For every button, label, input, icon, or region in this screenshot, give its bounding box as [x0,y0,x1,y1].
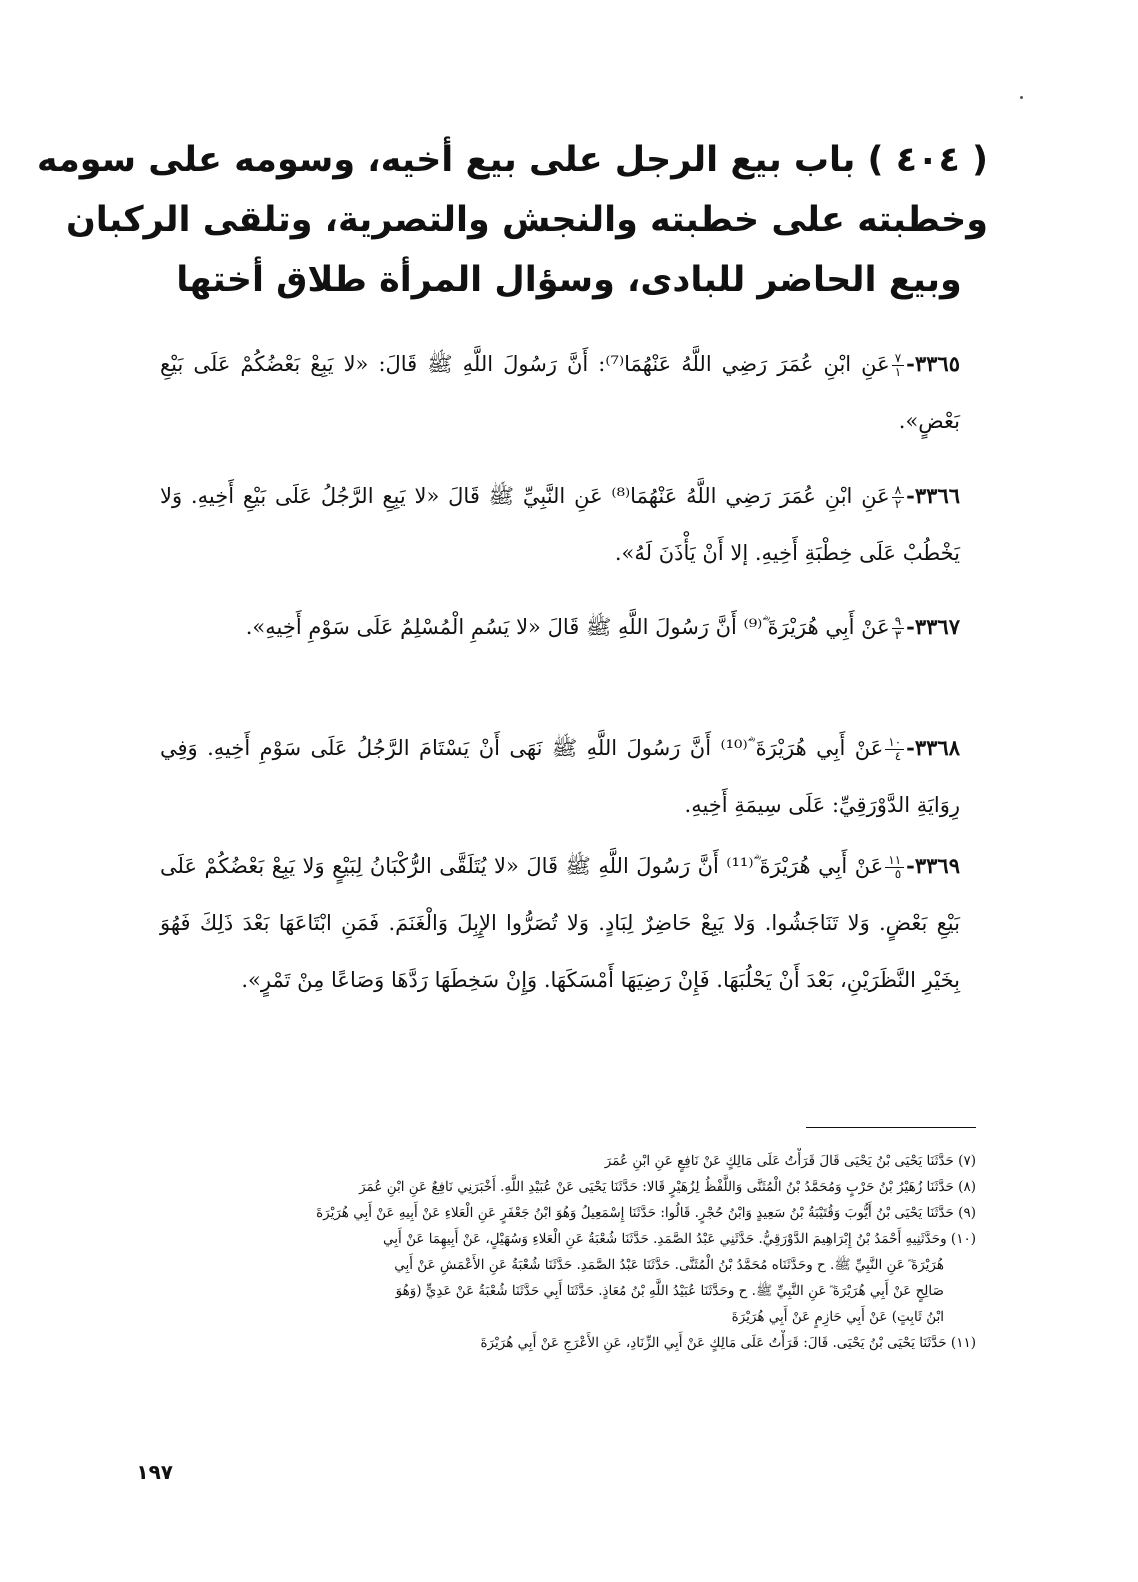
footnote-separator [806,1127,976,1128]
hadith-number: ٣٣٦٧- [906,614,960,639]
hadith-number: ٣٣٦٥- [906,351,960,376]
hadith-3367 [160,598,960,656]
chapter-title [36,130,988,310]
speck [1020,96,1023,99]
hadith-3365 [160,335,960,450]
fraction-bottom: ١ [894,365,902,379]
fraction-bottom: ٤ [894,749,902,763]
fraction-bottom: ٣ [894,628,902,642]
cross-reference-fraction [885,736,904,763]
fraction-top: ٧ [892,352,904,366]
footnote-10-continued: صَالِحٍ عَنْ أَبِي هُرَيْرَةَ ؓ عَنِ النَّبِيِّ ﷺ. ح وحَدَّثَنَا عُبَيْدُ اللَّهِ بْنُ مُعَاذٍ. حَدَّثَنَا أَبِي حَدَّثَنَا شُعْبَةُ عَنْ عَدِيٍّ (وَهُوَ [395,1283,944,1299]
hadith-text: عَنْ أَبِي هُرَيْرَةَ ؓ⁽¹¹⁾ أَنَّ رَسُولَ اللَّهِ ﷺ قَالَ «لا يُتَلَقَّى الرُّكْبَانُ لِبَيْعٍ وَلا يَبِعْ بَعْضُكُمْ عَلَى بَيْعِ بَعْضٍ. وَلا تَنَاجَشُوا. وَلا يَبِعْ حَاضِرٌ لِبَادٍ. وَلا تُصَرُّوا الإِبِلَ وَالْغَنَمَ. فَمَنِ ابْتَاعَهَا بَعْدَ ذَلِكَ فَهُوَ بِخَيْرِ النَّظَرَيْنِ، بَعْدَ أَنْ يَحْلُبَهَا. فَإِنْ رَضِيَهَا أَمْسَكَهَا. وَإِنْ سَخِطَهَا رَدَّهَا وَصَاعًا مِنْ تَمْرٍ». [160,854,960,992]
chapter-title-line: ( ٤٠٤ ) باب بيع الرجل على بيع أخيه، وسومه على سومه [36,140,988,180]
hadith-3366 [160,467,960,582]
chapter-title-line: وخطبته على خطبته والنجش والتصرية، وتلقى الركبان [65,200,988,240]
cross-reference-fraction [892,484,904,511]
fraction-top: ١١ [885,854,904,868]
fraction-top: ٨ [892,484,904,498]
footnote-9: (٩) حَدَّثَنَا يَحْيَى بْنُ أَيُّوبَ وَقُتَيْبَةُ بْنُ سَعِيدٍ وَابْنُ حُجْرٍ. قَالُوا: حَدَّثَنَا إِسْمَعِيلُ وَهُوَ ابْنُ جَعْفَرٍ عَنِ الْعَلاءِ عَنْ أَبِيهِ عَنْ أَبِي هُرَيْرَةَ [316,1205,976,1221]
hadith-number: ٣٣٦٦- [906,483,961,508]
footnote-7: (٧) حَدَّثَنَا يَحْيَى بْنُ يَحْيَى قَالَ قَرَأْتُ عَلَى مَالِكٍ عَنْ نَافِعٍ عَنِ ابْنِ عُمَرَ [604,1153,976,1169]
fraction-bottom: ٥ [894,867,902,881]
hadith-text: عَنْ أَبِي هُرَيْرَةَ ؓ⁽¹⁰⁾ أَنَّ رَسُولَ اللَّهِ ﷺ نَهَى أَنْ يَسْتَامَ الرَّجُلُ عَلَى سَوْمِ أَخِيهِ. وَفِي رِوَايَةِ الدَّوْرَقِيِّ: عَلَى سِيمَةِ أَخِيهِ. [160,736,960,817]
cross-reference-fraction [892,615,904,642]
hadith-text: عَنْ أَبِي هُرَيْرَةَ ؓ⁽⁹⁾ أَنَّ رَسُولَ اللَّهِ ﷺ قَالَ «لا يَسُمِ الْمُسْلِمُ عَلَى سَوْمِ أَخِيهِ». [245,615,890,639]
cross-reference-fraction [885,854,904,881]
fraction-bottom: ٢ [894,497,902,511]
footnote-10: (١٠) وحَدَّثَنِيهِ أَحْمَدُ بْنُ إِبْرَاهِيمَ الدَّوْرَقِيُّ. حَدَّثَنِي عَبْدُ الصَّمَدِ. حَدَّثَنَا شُعْبَةُ عَنِ الْعَلاءِ وَسُهَيْلٍ، عَنْ أَبِيهِمَا عَنْ أَبِي [383,1231,976,1247]
footnote-10-continued: ابْنُ ثَابِتٍ) عَنْ أَبِي حَازِمٍ عَنْ أَبِي هُرَيْرَةَ [731,1309,944,1325]
hadith-number: ٣٣٦٨- [906,735,960,760]
fraction-top: ١٠ [885,736,904,750]
hadith-text: عَنِ ابْنِ عُمَرَ رَضِي اللَّهُ عَنْهُمَا⁽⁷⁾: أَنَّ رَسُولَ اللَّهِ ﷺ قَالَ: «لا يَبِعْ بَعْضُكُمْ عَلَى بَيْعِ بَعْضٍ». [160,352,960,433]
hadith-3369 [160,837,960,1009]
footnotes [156,1148,976,1356]
footnote-10-continued: هُرَيْرَةَ ؓ عَنِ النَّبِيِّ ﷺ. ح وحَدَّثَنَاه مُحَمَّدُ بْنُ الْمُثَنَّى. حَدَّثَنَا عَبْدُ الصَّمَدِ. حَدَّثَنَا شُعْبَةُ عَنِ الأَعْمَشِ عَنْ أَبِي [394,1257,944,1273]
hadith-3368 [160,719,960,834]
fraction-top: ٩ [892,615,904,629]
hadith-number: ٣٣٦٩- [906,853,960,878]
page-number: ١٩٧ [136,1460,173,1484]
footnote-11: (١١) حَدَّثَنَا يَحْيَى بْنُ يَحْيَى. قَالَ: قَرَأْتُ عَلَى مَالِكٍ عَنْ أَبِي الزِّنَادِ، عَنِ الأَعْرَجِ عَنْ أَبِي هُرَيْرَةَ [480,1335,976,1351]
footnote-8: (٨) حَدَّثَنَا زُهَيْرُ بْنُ حَرْبٍ وَمُحَمَّدُ بْنُ الْمُثَنَّى وَاللَّفْظُ لِزُهَيْرٍ قَالا: حَدَّثَنَا يَحْيَى عَنْ عُبَيْدِ اللَّهِ. أَخْبَرَنِي نَافِعٌ عَنِ ابْنِ عُمَرَ [359,1179,976,1195]
chapter-title-line: وبيع الحاضر للبادى، وسؤال المرأة طلاق أختها [176,260,962,300]
hadith-text: عَنِ ابْنِ عُمَرَ رَضِي اللَّهُ عَنْهُمَا⁽⁸⁾ عَنِ النَّبِيِّ ﷺ قَالَ «لا يَبِعِ الرَّجُلُ عَلَى بَيْعِ أَخِيهِ. وَلا يَخْطُبْ عَلَى خِطْبَةِ أَخِيهِ. إلا أَنْ يَأْذَنَ لَهُ». [160,484,960,565]
cross-reference-fraction [892,352,904,379]
